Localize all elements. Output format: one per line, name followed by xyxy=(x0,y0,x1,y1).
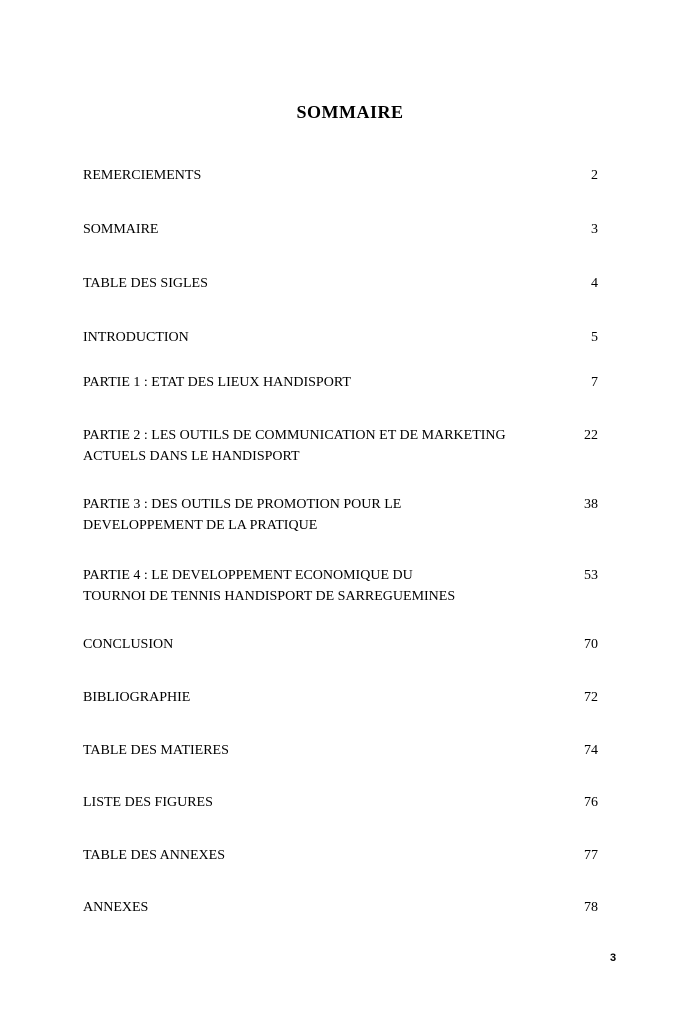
toc-entry-page: 70 xyxy=(584,637,598,652)
toc-entry-label: SOMMAIRE xyxy=(83,222,159,237)
toc-entry-page: 3 xyxy=(591,222,598,237)
toc-entry-label-line1: PARTIE 2 : LES OUTILS DE COMMUNICATION ET DE MARKETING xyxy=(83,428,506,443)
toc-entry-page: 2 xyxy=(591,168,598,183)
toc-entry-page: 22 xyxy=(584,428,598,443)
toc-entry-label: CONCLUSION xyxy=(83,637,174,652)
toc-entry-page: 5 xyxy=(591,330,598,345)
page-title: SOMMAIRE xyxy=(296,102,404,122)
toc-entry-label-line1: PARTIE 4 : LE DEVELOPPEMENT ECONOMIQUE DU xyxy=(83,568,413,583)
toc-entry-label: TABLE DES ANNEXES xyxy=(83,848,225,863)
toc-entry-label: TABLE DES MATIERES xyxy=(83,743,229,758)
toc-entry-page: 53 xyxy=(584,568,598,583)
toc-entry-label-line1: PARTIE 3 : DES OUTILS DE PROMOTION POUR LE xyxy=(83,497,402,512)
toc-entry-label: REMERCIEMENTS xyxy=(83,168,202,183)
toc-entry-label xyxy=(83,565,533,607)
toc-entry-label: ANNEXES xyxy=(83,900,149,915)
page-number: 3 xyxy=(610,952,617,964)
toc-entry-label: BIBLIOGRAPHIE xyxy=(83,690,191,705)
toc-entry-page: 78 xyxy=(584,900,598,915)
toc-entry-label: INTRODUCTION xyxy=(83,330,189,345)
toc-entry-page: 72 xyxy=(584,690,598,705)
toc-entry-label: PARTIE 1 : ETAT DES LIEUX HANDISPORT xyxy=(83,375,351,390)
toc-entry-label: LISTE DES FIGURES xyxy=(83,795,213,810)
toc-entry-page: 4 xyxy=(591,276,598,291)
toc-entry-label xyxy=(83,494,533,536)
toc-entry-page: 77 xyxy=(584,848,598,863)
toc-entry-label xyxy=(83,425,533,467)
toc-entry-page: 76 xyxy=(584,795,598,810)
toc-entry-label-line2: TOURNOI DE TENNIS HANDISPORT DE SARREGUEMINES xyxy=(83,589,456,604)
toc-entry-label-line2: DEVELOPPEMENT DE LA PRATIQUE xyxy=(83,518,318,533)
toc-entry-page: 7 xyxy=(591,375,598,390)
toc-entry-label-line2: ACTUELS DANS LE HANDISPORT xyxy=(83,449,300,464)
toc-entry-label: TABLE DES SIGLES xyxy=(83,276,208,291)
toc-entry-page: 74 xyxy=(584,743,598,758)
toc-entry-page: 38 xyxy=(584,497,598,512)
